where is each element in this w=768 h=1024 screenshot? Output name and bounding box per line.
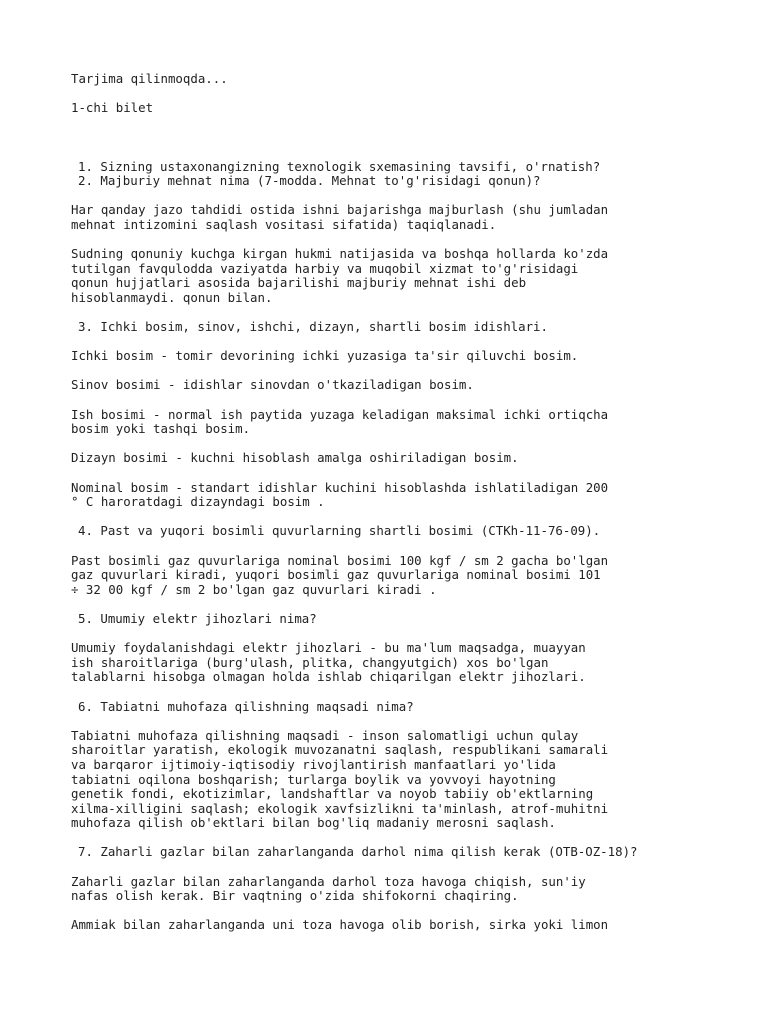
text-line: Har qanday jazo tahdidi ostida ishni bajarishga majburlash (shu jumladan — [71, 202, 609, 218]
text-line: gaz quvurlari kiradi, yuqori bosimli gaz quvurlariga nominal bosimi 101 — [71, 567, 601, 583]
answer-3-p5 — [71, 481, 691, 510]
answer-3-p4 — [71, 451, 691, 466]
text-line: Ish bosimi - normal ish paytida yuzaga keladigan maksimal ichki ortiqcha — [71, 406, 609, 422]
answer-2-p2 — [71, 247, 691, 305]
text-line: Sudning qonuniy kuchga kirgan hukmi natijasida va boshqa hollarda ko'zda — [71, 246, 609, 262]
text-line: tabiatni oqilona boshqarish; turlarga boylik va yovvoyi hayotning — [71, 771, 556, 787]
answer-7-p2 — [71, 918, 691, 933]
question-4: 4. Past va yuqori bosimli quvurlarning shartli bosimi (CTKh-11-76-09). — [78, 523, 601, 539]
text-line: Dizayn bosimi - kuchni hisoblash amalga oshiriladigan bosim. — [71, 450, 519, 466]
text-line: hisoblanmaydi. qonun bilan. — [71, 289, 273, 305]
text-line: genetik fondi, ekotizimlar, landshaftlar va noyob tabiiy ob'ektlarning — [71, 786, 594, 802]
question-7: 7. Zaharli gazlar bilan zaharlanganda darhol nima qilish kerak (OTB-OZ-18)? — [78, 844, 638, 860]
answer-2-p1 — [71, 203, 691, 232]
ticket-title: 1-chi bilet — [71, 100, 154, 116]
text-line: qonun hujjatlari asosida bajarilishi majburiy mehnat ishi deb — [71, 275, 527, 291]
answer-6-p1 — [71, 729, 691, 831]
answer-4-p1 — [71, 554, 691, 598]
question-1: 1. Sizning ustaxonangizning texnologik sxemasining tavsifi, o'rnatish? — [78, 158, 601, 174]
text-line: ish sharoitlariga (burg'ulash, plitka, changyutgich) xos bo'lgan — [71, 654, 549, 670]
text-line: Tabiatni muhofaza qilishning maqsadi - inson salomatligi uchun qulay — [71, 727, 579, 743]
document-page — [71, 72, 691, 948]
answer-3-p3 — [71, 408, 691, 437]
text-line: xilma-xilligini saqlash; ekologik xavfsizlikni ta'minlash, atrof-muhitni — [71, 800, 609, 816]
text-line: talablarni hisobga olmagan holda ishlab chiqarilgan elektr jihozlari. — [71, 669, 586, 685]
text-line: muhofaza qilish ob'ektlari bilan bog'liq madaniy merosni saqlash. — [71, 815, 556, 831]
question-5: 5. Umumiy elektr jihozlari nima? — [78, 610, 317, 626]
text-line: Ammiak bilan zaharlanganda uni toza havoga olib borish, sirka yoki limon — [71, 917, 609, 933]
text-line: Sinov bosimi - idishlar sinovdan o'tkaziladigan bosim. — [71, 377, 474, 393]
text-line: Zaharli gazlar bilan zaharlanganda darhol toza havoga chiqish, sun'iy — [71, 873, 586, 889]
text-line: bosim yoki tashqi bosim. — [71, 421, 251, 437]
text-line: tutilgan favqulodda vaziyatda harbiy va muqobil xizmat to'g'risidagi — [71, 260, 579, 276]
question-2: 2. Majburiy mehnat nima (7-modda. Mehnat to'g'risidagi qonun)? — [78, 173, 541, 189]
answer-3-p1 — [71, 349, 691, 364]
text-line: Ichki bosim - tomir devorining ichki yuzasiga ta'sir qiluvchi bosim. — [71, 348, 579, 364]
text-line: Umumiy foydalanishdagi elektr jihozlari - bu ma'lum maqsadga, muayyan — [71, 640, 586, 656]
answer-5-p1 — [71, 641, 691, 685]
text-line: ° C haroratdagi dizayndagi bosim . — [71, 494, 325, 510]
translation-status: Tarjima qilinmoqda... — [71, 71, 228, 86]
question-3: 3. Ichki bosim, sinov, ishchi, dizayn, shartli bosim idishlari. — [78, 319, 548, 335]
text-line: nafas olish kerak. Bir vaqtning o'zida shifokorni chaqiring. — [71, 888, 519, 904]
text-line: ÷ 32 00 kgf / sm 2 bo'lgan gaz quvurlari kiradi . — [71, 581, 437, 597]
question-6: 6. Tabiatni muhofaza qilishning maqsadi nima? — [78, 698, 414, 714]
answer-3-p2 — [71, 378, 691, 393]
text-line: sharoitlar yaratish, ekologik muvozanatni saqlash, respublikani samarali — [71, 742, 609, 758]
text-line: va barqaror ijtimoiy-iqtisodiy rivojlantirish manfaatlari yo'lida — [71, 756, 556, 772]
text-line: Past bosimli gaz quvurlariga nominal bosimi 100 kgf / sm 2 gacha bo'lgan — [71, 552, 609, 568]
text-line: Nominal bosim - standart idishlar kuchini hisoblashda ishlatiladigan 200 — [71, 479, 609, 495]
answer-7-p1 — [71, 875, 691, 904]
text-line: mehnat intizomini saqlash vositasi sifatida) taqiqlanadi. — [71, 216, 497, 232]
